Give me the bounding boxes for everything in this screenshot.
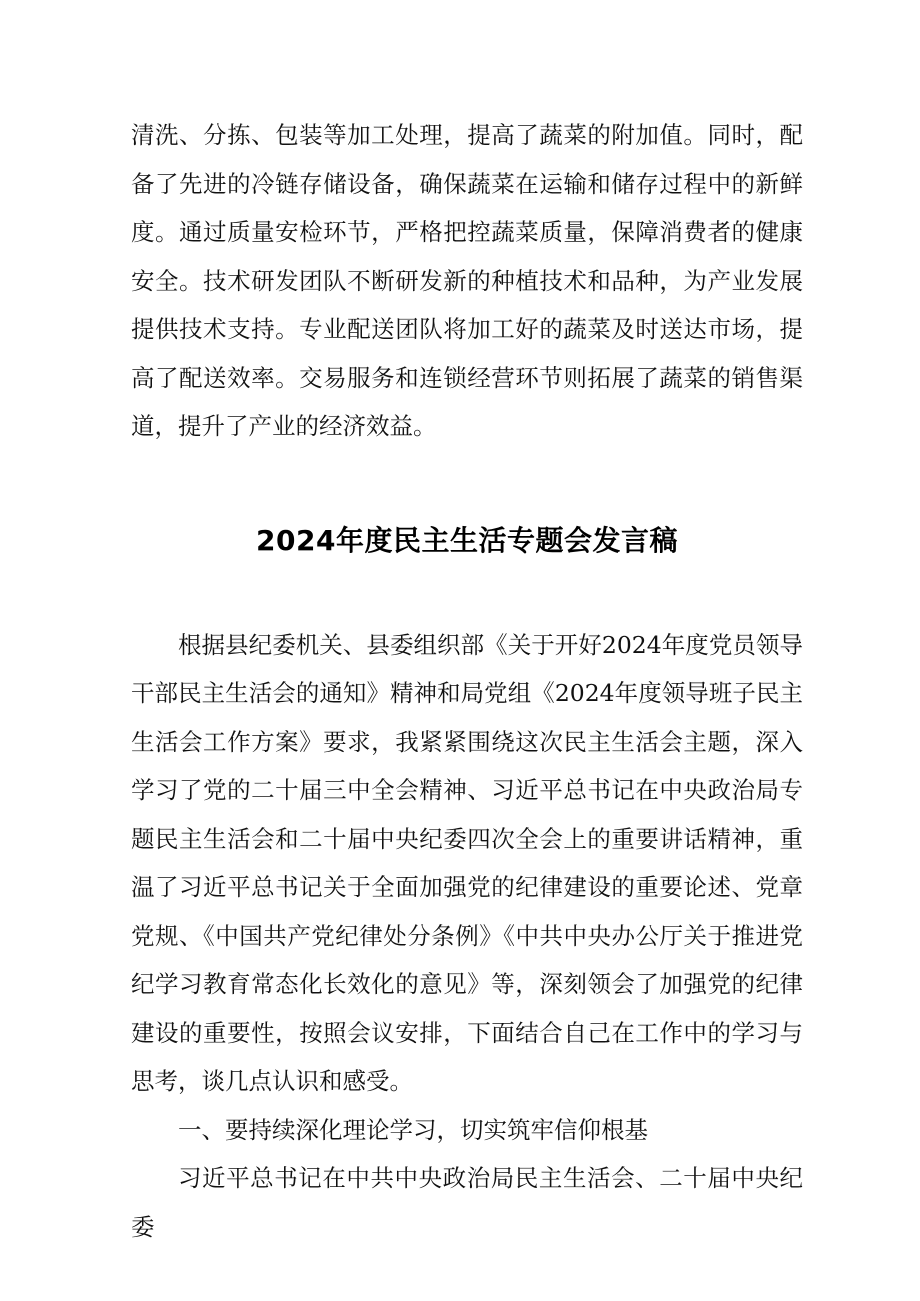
section-heading: 一、要持续深化理论学习，切实筑牢信仰根基 xyxy=(178,1115,648,1144)
continuation-paragraph: 清洗、分拣、包装等加工处理，提高了蔬菜的附加值。同时，配备了先进的冷链存储设备，确保蔬菜在运输和储存过程中的新鲜度。通过质量安检环节，严格把控蔬菜质量，保障消费者的健康安全。技术研发团队不断研发新的种植技术和品种，为产业发展提供技术支持。专业配送团队将加工好的蔬菜及时送达市场，提高了配送效率。交易服务和连锁经营环节则拓展了蔬菜的销售渠道，提升了产业的经济效益。 xyxy=(131,121,803,440)
document-title: 2024年度民主生活专题会发言稿 xyxy=(256,523,678,557)
section-paragraph: 习近平总书记在中共中央政治局民主生活会、二十届中央纪委 xyxy=(131,1164,803,1241)
intro-paragraph: 根据县纪委机关、县委组织部《关于开好2024年度党员领导干部民主生活会的通知》精神和局党组《2024年度领导班子民主生活会工作方案》要求，我紧紧围绕这次民主生活会主题，深入学习了党的二十届三中全会精神、习近平总书记在中央政治局专题民主生活会和二十届中央纪委四次全会上的重要讲话精神，重温了习近平总书记关于全面加强党的纪律建设的重要论述、党章党规、《中国共产党纪律处分条例》《中共中央办公厅关于推进党纪学习教育常态化长效化的意见》等，深刻领会了加强党的纪律建设的重要性，按照会议安排，下面结合自己在工作中的学习与思考，谈几点认识和感受。 xyxy=(131,630,803,1095)
document-body xyxy=(131,111,803,1251)
